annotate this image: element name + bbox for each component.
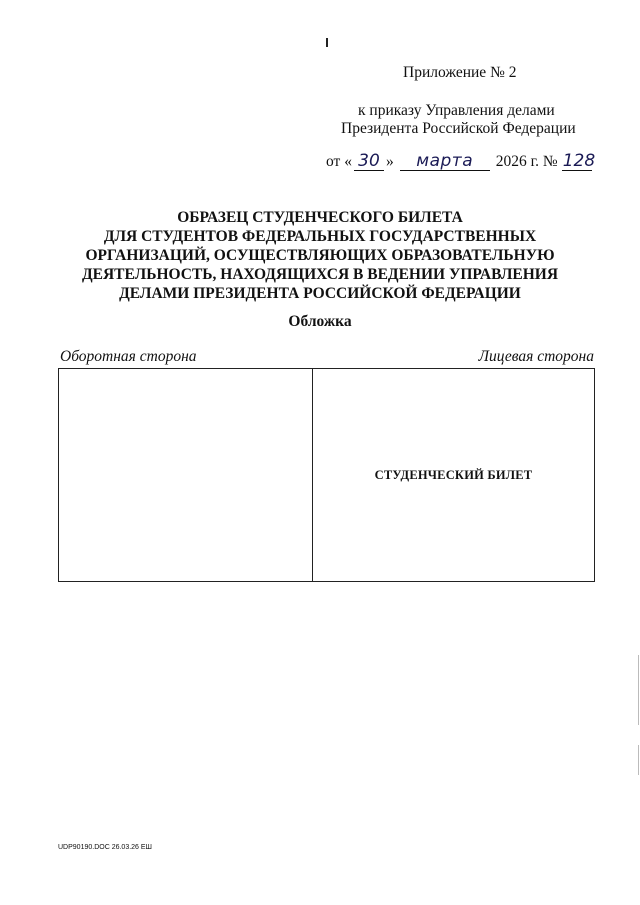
document-title-line: ДЛЯ СТУДЕНТОВ ФЕДЕРАЛЬНЫХ ГОСУДАРСТВЕННЫХ [103, 228, 537, 245]
student-card-cover [58, 368, 595, 582]
order-month-handwritten: марта [400, 152, 490, 171]
document-title-line: ОРГАНИЗАЦИЙ, ОСУЩЕСТВЛЯЮЩИХ ОБРАЗОВАТЕЛЬНУЮ [85, 247, 555, 264]
order-number-handwritten: 128 [562, 151, 596, 171]
card-front-side [313, 369, 594, 581]
section-heading-cover: Обложка [288, 313, 352, 330]
appendix-title: Приложение № 2 [403, 64, 517, 81]
order-quote-close: » [385, 153, 394, 170]
card-back-side [59, 369, 313, 581]
document-title-line: ОБРАЗЕЦ СТУДЕНЧЕСКОГО БИЛЕТА [177, 209, 463, 226]
scan-edge-mark [638, 745, 639, 775]
order-day-handwritten: 30 [354, 152, 384, 171]
page-mark [326, 38, 328, 47]
front-side-label: Лицевая сторона [478, 348, 594, 365]
document-title [40, 208, 600, 303]
document-title-line: ДЕЯТЕЛЬНОСТЬ, НАХОДЯЩИХСЯ В ВЕДЕНИИ УПРАВЛЕНИЯ [81, 266, 559, 283]
appendix-reference-line-1: к приказу Управления делами [358, 102, 555, 119]
document-title-line: ДЕЛАМИ ПРЕЗИДЕНТА РОССИЙСКОЙ ФЕДЕРАЦИИ [119, 285, 521, 302]
scan-edge-mark [638, 655, 639, 725]
card-front-title: СТУДЕНЧЕСКИЙ БИЛЕТ [374, 468, 533, 482]
appendix-reference-line-2: Президента Российской Федерации [341, 120, 576, 137]
order-date-line [326, 151, 596, 171]
order-prefix: от « [326, 153, 352, 170]
order-year-text: 2026 г. № [495, 153, 558, 170]
footer-document-code: UDP90190.DOC 26.03.26 ЕШ [58, 844, 152, 851]
back-side-label: Оборотная сторона [60, 348, 197, 365]
